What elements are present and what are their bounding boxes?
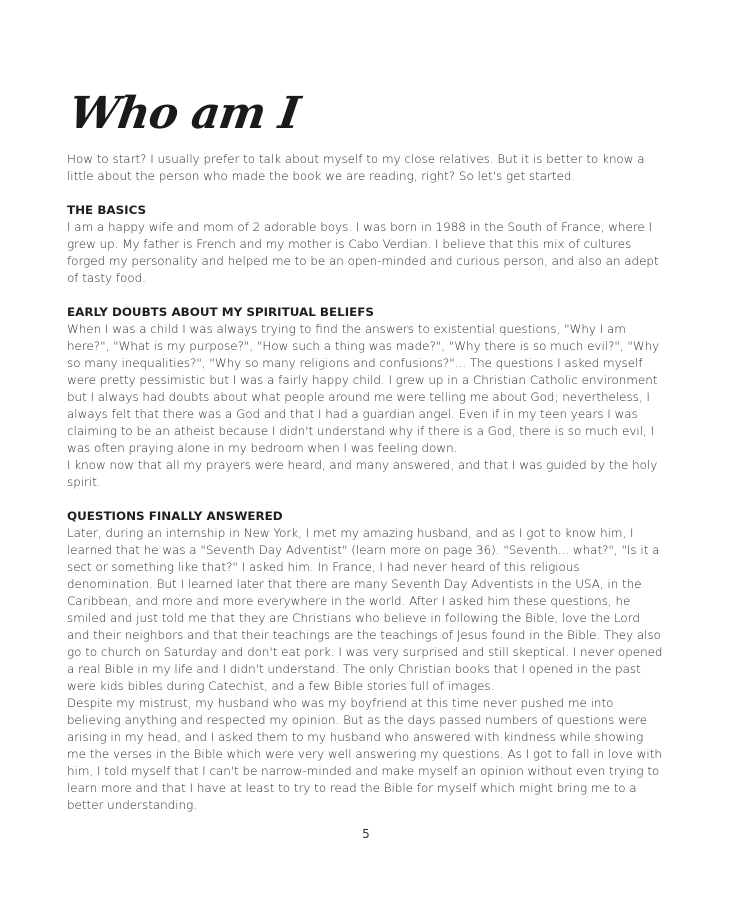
questions-answered-paragraph-2: Despite my mistrust, my husband who was my boyfriend at this time never pushed me into believing anything and respected my opinion. But as the days passed numbers of questions were arising in my head, and I asked them to my husband who answered with kindness while showing me the verses in the Bible which were very well answering my questions. As I got to fall in love with him, I told myself that I can't be narrow-minded and make myself an opinion without even trying to learn more and that I have at least to try to read the Bible for myself which might bring me to a better understanding. (67, 696, 662, 812)
early-doubts-paragraph-1: When I was a child I was always trying to find the answers to existential questions, "Why I am here?", "What is my purpose?", "How such a thing was made?", "Why there is so much evil?", "Why so many inequalities?", "Why so many religions and confusions?"... The questions I asked myself were pretty pessimistic but I was a fairly happy child. I grew up in a Christian Catholic environment but I always had doubts about what people around me were telling me about God; nevertheless, I always felt that there was a God and that I had a guardian angel. Even if in my teen years I was claiming to be an atheist because I didn't understand why if there is a God, there is so much evil, I was often praying alone in my bedroom when I was feeling down. (67, 322, 660, 455)
early-doubts-paragraph-2: I know now that all my prayers were heard, and many answered, and that I was guided by the holy spirit. (67, 458, 658, 489)
intro-paragraph: How to start? I usually prefer to talk about myself to my close relatives. But it is better to know a little about the person who made the book we are reading, right? So let's get started. (67, 152, 645, 183)
section-heading-questions-answered: QUESTIONS FINALLY ANSWERED (67, 509, 283, 523)
body-text (67, 151, 665, 814)
section-heading-basics: THE BASICS (67, 203, 147, 217)
page-title: Who am I (66, 88, 303, 139)
section-heading-early-doubts: EARLY DOUBTS ABOUT MY SPIRITUAL BELIEFS (67, 305, 374, 319)
questions-answered-paragraph-1: Later, during an internship in New York, I met my amazing husband, and as I got to know him, I learned that he was a "Seventh Day Adventist" (learn more on page 36). "Seventh... what?", "Is it a sect or something like that?" I asked him. In France, I had never heard of this religious denomination. But I learned later that there are many Seventh Day Adventists in the USA, in the Caribbean, and more and more everywhere in the world. After I asked him these questions, he smiled and just told me that they are Christians who believe in following the Bible, love the Lord and their neighbors and that their teachings are the teachings of Jesus found in the Bible. They also go to church on Saturday and don't eat pork. I was very surprised and still skeptical. I never opened a real Bible in my life and I didn't understand. The only Christian books that I opened in the past were kids bibles during Catechist, and a few Bible stories full of images. (67, 526, 663, 693)
basics-paragraph: I am a happy wife and mom of 2 adorable boys. I was born in 1988 in the South of France, where I grew up. My father is French and my mother is Cabo Verdian. I believe that this mix of cultures forged my personality and helped me to be an open-minded and curious person, and also an adept of tasty food. (67, 220, 659, 285)
page-number: 5 (362, 827, 370, 841)
